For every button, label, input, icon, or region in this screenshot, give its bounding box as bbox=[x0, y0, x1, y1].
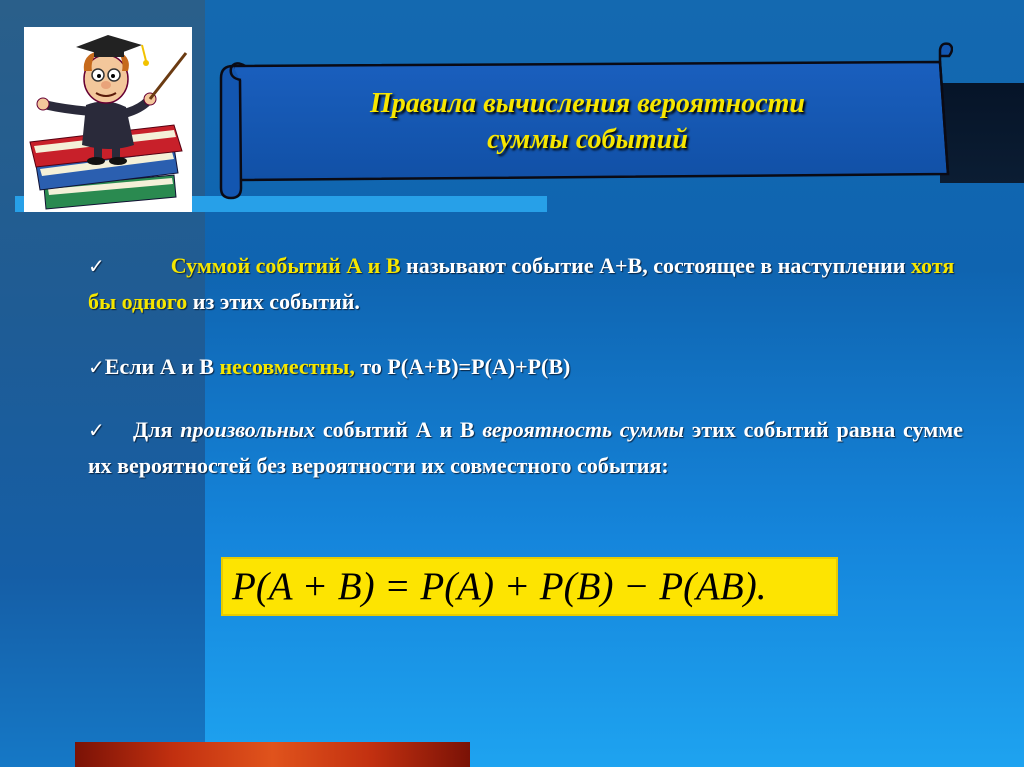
definition-ending: из этих событий. bbox=[187, 289, 360, 314]
incompatible-rule bbox=[88, 349, 978, 385]
rule3-prefix: Для bbox=[133, 417, 181, 442]
slide-title bbox=[235, 86, 940, 158]
sum-probability-formula: P(A + B) = P(A) + P(B) − P(AB). bbox=[232, 565, 767, 608]
rule-highlight: несовместны, bbox=[219, 354, 355, 379]
rule3-emphasis-1: произвольных bbox=[180, 417, 316, 442]
title-line-2: суммы событий bbox=[487, 124, 688, 155]
title-line-1: Правила вычисления вероятности bbox=[370, 88, 805, 119]
definition-paragraph bbox=[88, 248, 978, 319]
professor-illustration bbox=[24, 27, 192, 212]
definition-highlight: хотя бы одного bbox=[88, 253, 955, 314]
bottom-accent-bar bbox=[75, 742, 470, 767]
rule3-ending: этих событий равна сумме их вероятностей без вероятности их совместного события: bbox=[88, 417, 963, 478]
rule3-middle: событий А и В bbox=[315, 417, 483, 442]
definition-term: Суммой событий А и В bbox=[170, 253, 401, 278]
checkmark-icon: ✓ bbox=[88, 355, 105, 379]
checkmark-icon: ✓ bbox=[88, 254, 105, 278]
rule-prefix: Если А и В bbox=[104, 354, 220, 379]
rule3-emphasis-2: вероятность суммы bbox=[482, 417, 685, 442]
arbitrary-events-rule bbox=[88, 412, 963, 483]
definition-text: называют событие А+В, состоящее в наступлении bbox=[400, 253, 911, 278]
rule-formula: то Р(А+В)=Р(А)+Р(В) bbox=[354, 354, 571, 379]
professor-on-books-icon bbox=[24, 27, 192, 212]
checkmark-icon: ✓ bbox=[88, 418, 108, 442]
